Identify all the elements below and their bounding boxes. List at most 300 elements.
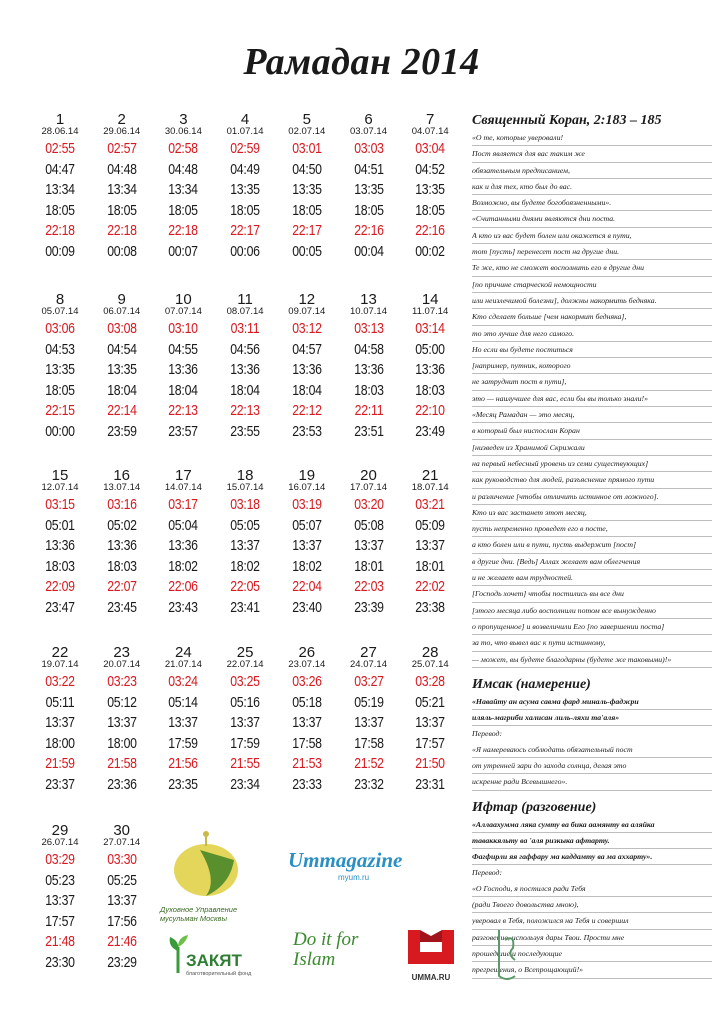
prayer-time: 18:04 (230, 381, 260, 399)
text-line: «Навайту ан асума савма фард миналь-фаджри (472, 694, 712, 710)
prayer-time: 23:36 (106, 775, 137, 793)
text-line: [низведен из Хранимой Скрижали (472, 440, 712, 456)
day-cell (338, 292, 400, 442)
prayer-time: 04:52 (415, 160, 445, 178)
day-number: 16 (113, 467, 131, 484)
prayer-time: 05:04 (168, 516, 199, 534)
prayer-time: 03:08 (106, 320, 137, 337)
prayer-time: 04:53 (45, 340, 75, 358)
day-date: 17.07.14 (350, 482, 387, 493)
prayer-time: 13:34 (106, 181, 137, 198)
text-line: как руководство для людей, разъяснение прямого пути (472, 472, 712, 488)
prayer-time: 23:33 (292, 775, 322, 793)
prayer-time: 03:27 (353, 673, 384, 690)
prayer-time: 18:01 (415, 557, 445, 575)
day-date: 15.07.14 (226, 482, 264, 493)
prayer-time: 03:16 (106, 496, 137, 513)
day-date: 16.07.14 (288, 482, 326, 493)
prayer-time: 03:30 (106, 851, 137, 868)
prayer-time: 23:29 (106, 953, 137, 971)
prayer-time: 00:04 (353, 242, 384, 260)
prayer-time: 22:18 (168, 222, 199, 239)
prayer-time: 22:09 (45, 578, 75, 595)
day-date: 13.07.14 (103, 482, 141, 493)
prayer-time: 05:02 (106, 516, 137, 534)
page-title: Рамадан 2014 (243, 41, 480, 83)
text-line: «Аллаахумма ляка сумту ва бика аамянту ва аляйка (472, 817, 712, 833)
prayer-time: 03:12 (292, 320, 322, 337)
prayer-time: 03:26 (292, 673, 322, 690)
prayer-time: 21:58 (106, 755, 137, 772)
prayer-time: 22:02 (415, 578, 445, 595)
day-cell (152, 645, 214, 795)
prayer-time: 18:01 (353, 557, 384, 575)
prayer-time: 03:21 (415, 496, 445, 513)
prayer-time: 18:00 (106, 734, 137, 752)
prayer-time: 18:05 (353, 201, 384, 219)
text-line: А кто из вас будет болен или окажется в пути, (472, 228, 712, 244)
prayer-time: 13:36 (168, 537, 199, 554)
iftar-text (472, 817, 712, 866)
day-number: 15 (51, 467, 69, 484)
prayer-time: 22:07 (106, 578, 137, 595)
day-date: 30.06.14 (164, 126, 202, 137)
day-date: 22.07.14 (226, 659, 264, 670)
day-date: 08.07.14 (226, 306, 264, 317)
prayer-time: 05:05 (230, 516, 260, 534)
prayer-time: 13:34 (168, 181, 199, 198)
prayer-time: 03:10 (168, 320, 199, 337)
day-number: 26 (298, 644, 316, 661)
prayer-time: 17:56 (106, 912, 137, 930)
prayer-time: 22:18 (106, 222, 137, 239)
day-date: 26.07.14 (41, 837, 79, 848)
prayer-time: 05:11 (45, 693, 75, 711)
prayer-time: 23:53 (292, 422, 322, 440)
text-line: [Господь хочет] чтобы постились вы все дни (472, 586, 712, 602)
day-number: 10 (175, 291, 192, 308)
day-date: 11.07.14 (412, 306, 449, 317)
text-line: Пост является для вас таким же (472, 146, 712, 162)
day-cell (152, 112, 214, 262)
prayer-time: 18:02 (230, 557, 260, 575)
prayer-time: 23:59 (106, 422, 137, 440)
quran-heading: Священный Коран, 2:183 – 185 (472, 113, 662, 128)
text-line: иляль-магриби халисан лиль-ляхи та'аля» (472, 710, 712, 726)
zakyat-logo-text: ЗАКЯТ (186, 951, 242, 970)
prayer-time: 04:48 (168, 160, 199, 178)
text-line: от утренней зари до захода солнца, делая это (472, 758, 712, 774)
prayer-time: 22:15 (45, 402, 75, 419)
prayer-time: 21:50 (415, 755, 445, 772)
day-cell (399, 292, 461, 442)
text-line: таваккяльту ва 'аля ризкыка афтарту. (472, 833, 712, 849)
prayer-time: 18:05 (415, 201, 445, 219)
text-line: в который был ниспослан Коран (472, 423, 712, 439)
imsak-text (472, 694, 712, 727)
prayer-time: 03:13 (353, 320, 384, 337)
day-cell (214, 292, 276, 442)
prayer-time: 23:32 (353, 775, 384, 793)
prayer-time: 22:13 (230, 402, 260, 419)
prayer-time: 02:55 (45, 140, 75, 157)
prayer-time: 04:48 (106, 160, 137, 178)
prayer-time: 04:47 (45, 160, 75, 178)
prayer-time: 03:06 (45, 320, 75, 337)
prayer-time: 17:59 (230, 734, 260, 752)
prayer-time: 03:01 (292, 140, 322, 157)
text-column (472, 112, 712, 979)
day-cell (152, 292, 214, 442)
day-number: 30 (113, 822, 131, 839)
day-date: 02.07.14 (288, 126, 326, 137)
ummagazine-logo-sub: myum.ru (338, 873, 370, 882)
prayer-time: 21:46 (106, 933, 137, 950)
day-cell (91, 112, 153, 262)
text-line: за то, что вывел вас к пути истинному, (472, 635, 712, 651)
day-number: 3 (179, 111, 188, 128)
calligraphy-icon (493, 926, 523, 982)
prayer-time: 23:34 (230, 775, 260, 793)
day-cell (91, 468, 153, 618)
prayer-time: 18:05 (45, 201, 75, 219)
day-number: 1 (55, 111, 65, 128)
day-cell (29, 645, 91, 795)
dum-logo-text: Духовное Управление мусульман Москвы (160, 905, 238, 923)
prayer-time: 18:05 (45, 381, 75, 399)
day-date: 28.06.14 (41, 126, 79, 137)
day-number: 24 (175, 644, 192, 661)
text-line: или неизлечимой болезни], должны накормить бедняка. (472, 293, 712, 309)
prayer-time: 23:30 (45, 953, 75, 971)
day-date: 25.07.14 (411, 659, 449, 670)
text-line: то это лучше для него самого. (472, 326, 712, 342)
prayer-time: 05:21 (415, 693, 445, 711)
prayer-time: 05:09 (415, 516, 445, 534)
day-number: 14 (421, 291, 439, 308)
day-date: 14.07.14 (164, 482, 202, 493)
day-cell (399, 645, 461, 795)
text-line: «О те, которые уверовали! (472, 130, 712, 146)
prayer-time: 22:04 (292, 578, 322, 595)
day-number: 11 (237, 291, 253, 308)
prayer-time: 05:18 (292, 693, 322, 711)
prayer-time: 23:45 (106, 598, 137, 616)
prayer-time: 00:05 (292, 242, 322, 260)
day-number: 25 (236, 644, 254, 661)
prayer-time: 03:23 (106, 673, 137, 690)
prayer-time: 00:02 (415, 242, 445, 260)
prayer-time: 04:58 (353, 340, 384, 358)
prayer-time: 00:09 (45, 242, 75, 260)
prayer-time: 13:37 (292, 714, 322, 731)
day-cell (276, 292, 338, 442)
day-cell (338, 112, 400, 262)
prayer-time: 22:16 (353, 222, 384, 239)
day-cell (29, 292, 91, 442)
text-line: Но если вы будете поститься (472, 342, 712, 358)
day-date: 21.07.14 (164, 659, 202, 670)
imsak-translation-label: Перевод: (472, 729, 503, 739)
text-line: уверовал в Тебя, положился на Тебя и совершил (472, 913, 712, 929)
prayer-time: 13:36 (292, 361, 322, 378)
prayer-time: 04:50 (292, 160, 322, 178)
day-number: 2 (117, 111, 126, 128)
zakyat-logo-sub: благотворительный фонд (186, 971, 252, 977)
prayer-time: 03:19 (292, 496, 322, 513)
prayer-time: 22:12 (292, 402, 322, 419)
prayer-time: 02:58 (168, 140, 199, 157)
prayer-time: 05:00 (415, 340, 445, 358)
day-date: 04.07.14 (411, 126, 449, 137)
text-line: «Считанными днями являются дни поста. (472, 211, 712, 227)
zakyat-logo (160, 933, 260, 983)
day-cell (399, 112, 461, 262)
prayer-time: 18:03 (353, 381, 384, 399)
day-cell (214, 645, 276, 795)
prayer-time: 21:53 (292, 755, 322, 772)
prayer-time: 17:57 (415, 734, 445, 752)
prayer-time: 23:51 (353, 422, 384, 440)
doit-logo (293, 930, 388, 980)
text-line: (ради Твоего довольства мною), (472, 897, 712, 913)
prayer-time: 03:25 (230, 673, 260, 690)
day-date: 12.07.14 (41, 482, 79, 493)
prayer-time: 13:36 (415, 361, 445, 378)
prayer-time: 22:03 (353, 578, 384, 595)
prayer-time: 13:37 (230, 537, 260, 554)
prayer-time: 13:36 (230, 361, 260, 378)
prayer-time: 22:16 (415, 222, 445, 239)
day-cell (276, 645, 338, 795)
prayer-time: 17:58 (353, 734, 384, 752)
prayer-time: 13:35 (106, 361, 137, 378)
day-number: 20 (360, 467, 377, 484)
text-line: [по причине старческой немощности (472, 277, 712, 293)
prayer-time: 05:01 (45, 516, 75, 534)
day-number: 23 (113, 644, 131, 661)
day-number: 18 (236, 467, 254, 484)
prayer-time: 02:59 (230, 140, 260, 157)
day-cell (214, 112, 276, 262)
prayer-time: 17:58 (292, 734, 322, 752)
text-line: Возможно, вы будете богобоязненными». (472, 195, 712, 211)
prayer-time: 05:25 (106, 871, 137, 889)
prayer-time: 03:14 (415, 320, 445, 337)
prayer-time: 18:05 (106, 201, 137, 219)
prayer-time: 22:06 (168, 578, 199, 595)
prayer-time: 18:03 (415, 381, 445, 399)
prayer-time: 04:51 (353, 160, 384, 178)
prayer-time: 13:37 (415, 714, 445, 731)
day-number: 17 (175, 467, 192, 484)
prayer-time: 23:49 (415, 422, 445, 440)
prayer-time: 13:36 (45, 537, 75, 554)
text-line: Те же, кто не сможет восполнить его в другие дни (472, 260, 712, 276)
prayer-time: 21:55 (230, 755, 260, 772)
prayer-time: 23:37 (45, 775, 75, 793)
prayer-time: 23:38 (415, 598, 445, 616)
day-cell (29, 823, 91, 973)
day-date: 18.07.14 (411, 482, 449, 493)
prayer-time: 23:47 (45, 598, 75, 616)
text-line: на первый небесный уровень из семи существующих] (472, 456, 712, 472)
prayer-time: 13:35 (353, 181, 384, 198)
text-line: обязательным предписанием, (472, 163, 712, 179)
text-line: это — наилучшее для вас, если бы вы только знали!» (472, 391, 712, 407)
day-date: 05.07.14 (41, 306, 79, 317)
prayer-time: 05:16 (230, 693, 260, 711)
umma-logo-text: UMMA.RU (411, 973, 451, 982)
day-cell (91, 292, 153, 442)
day-number: 19 (298, 467, 316, 484)
prayer-time: 13:37 (353, 714, 384, 731)
prayer-time: 13:36 (106, 537, 137, 554)
prayer-time: 03:17 (168, 496, 199, 513)
prayer-time: 00:06 (230, 242, 260, 260)
prayer-time: 03:03 (353, 140, 384, 157)
prayer-time: 04:55 (168, 340, 199, 358)
prayer-time: 04:49 (230, 160, 260, 178)
text-line: «О Господи, я постился ради Тебя (472, 881, 712, 897)
day-cell (29, 468, 91, 618)
prayer-time: 03:28 (415, 673, 445, 690)
prayer-time: 18:02 (168, 557, 199, 575)
day-number: 5 (302, 111, 311, 128)
text-line: Фагфирли яя гаффару ма каддамту ва ма аххарту». (472, 849, 712, 865)
day-date: 29.06.14 (103, 126, 141, 137)
prayer-time: 03:29 (45, 851, 75, 868)
prayer-time: 18:04 (168, 381, 199, 399)
prayer-time: 17:57 (45, 912, 75, 930)
prayer-time: 03:22 (45, 673, 75, 690)
prayer-time: 04:56 (230, 340, 260, 358)
prayer-time: 03:04 (415, 140, 445, 157)
text-line: [этого месяца либо восполнили потом все вынужденно (472, 603, 712, 619)
calligraphy-logo (493, 926, 523, 982)
prayer-time: 22:10 (415, 402, 445, 419)
ummagazine-logo (288, 848, 418, 888)
prayer-time: 13:36 (353, 361, 384, 378)
prayer-time: 23:35 (168, 775, 199, 793)
day-date: 09.07.14 (288, 306, 326, 317)
umma-u-icon (404, 928, 458, 968)
prayer-time: 00:00 (45, 422, 75, 440)
text-line: [например, путник, которого (472, 358, 712, 374)
prayer-time: 05:14 (168, 693, 199, 711)
day-date: 20.07.14 (103, 659, 141, 670)
text-line: тот [пусть] перенесет пост на другие дни. (472, 244, 712, 260)
prayer-time: 18:05 (168, 201, 199, 219)
prayer-time: 22:05 (230, 578, 260, 595)
day-cell (91, 645, 153, 795)
text-line: а кто болен или в пути, пусть выдержит [пост] (472, 537, 712, 553)
prayer-time: 05:07 (292, 516, 322, 534)
day-date: 10.07.14 (350, 306, 387, 317)
text-line: не затруднит пост в пути], (472, 374, 712, 390)
day-cell (276, 112, 338, 262)
prayer-time: 13:37 (353, 537, 384, 554)
prayer-time: 23:43 (168, 598, 199, 616)
prayer-time: 13:35 (45, 361, 75, 378)
day-number: 9 (117, 291, 126, 308)
day-cell (29, 112, 91, 262)
prayer-time: 23:55 (230, 422, 260, 440)
text-line: искренне ради Всевышнего». (472, 774, 712, 790)
day-number: 6 (364, 111, 373, 128)
mosque-dome-icon (160, 830, 260, 900)
day-cell (276, 468, 338, 618)
iftar-translation-label: Перевод: (472, 868, 503, 878)
prayer-time: 13:37 (45, 892, 75, 909)
text-line: и не желает вам трудностей. (472, 570, 712, 586)
prayer-time: 13:37 (106, 892, 137, 909)
text-line: пусть непременно проведет его в посте, (472, 521, 712, 537)
prayer-time: 23:40 (292, 598, 322, 616)
prayer-time: 22:17 (292, 222, 322, 239)
prayer-time: 13:37 (415, 537, 445, 554)
prayer-time: 18:04 (106, 381, 137, 399)
text-line: прошедшие и последующие (472, 946, 712, 962)
prayer-time: 23:39 (353, 598, 384, 616)
day-number: 4 (240, 111, 250, 128)
day-date: 24.07.14 (350, 659, 387, 670)
prayer-time: 03:15 (45, 496, 75, 513)
prayer-time: 03:24 (168, 673, 199, 690)
day-cell (399, 468, 461, 618)
prayer-time: 04:54 (106, 340, 137, 358)
day-number: 27 (360, 644, 377, 661)
prayer-time: 03:18 (230, 496, 260, 513)
quran-text (472, 130, 712, 668)
day-number: 28 (421, 644, 439, 661)
prayer-time: 13:37 (230, 714, 260, 731)
prayer-time: 23:41 (230, 598, 260, 616)
dum-logo (160, 830, 260, 923)
prayer-time: 13:34 (45, 181, 75, 198)
prayer-time: 04:57 (292, 340, 322, 358)
day-number: 29 (51, 822, 69, 839)
text-line: прегрешения, о Всепрощающий!» (472, 962, 712, 978)
day-cell (91, 823, 153, 973)
prayer-time: 21:48 (45, 933, 75, 950)
prayer-time: 00:07 (168, 242, 199, 260)
prayer-time: 05:12 (106, 693, 137, 711)
day-date: 07.07.14 (164, 306, 202, 317)
day-cell (338, 468, 400, 618)
prayer-time: 13:37 (45, 714, 75, 731)
text-line: разговение, используя дары Твои. Прости мне (472, 930, 712, 946)
prayer-time: 13:35 (230, 181, 260, 198)
prayer-time: 05:19 (353, 693, 384, 711)
day-date: 19.07.14 (41, 659, 79, 670)
day-cell (338, 645, 400, 795)
prayer-time: 18:05 (292, 201, 322, 219)
day-date: 27.07.14 (103, 837, 141, 848)
day-number: 12 (298, 291, 316, 308)
prayer-time: 05:08 (353, 516, 384, 534)
prayer-time: 13:37 (168, 714, 199, 731)
text-line: «Я намереваюсь соблюдать обязательный пост (472, 742, 712, 758)
prayer-time: 22:14 (106, 402, 137, 419)
ummagazine-logo-text: Ummagazine (288, 848, 403, 872)
prayer-time: 18:05 (230, 201, 260, 219)
prayer-time: 00:08 (106, 242, 137, 260)
prayer-time: 13:37 (292, 537, 322, 554)
prayer-time: 05:23 (45, 871, 75, 889)
prayer-time: 21:59 (45, 755, 75, 772)
prayer-time: 13:37 (106, 714, 137, 731)
